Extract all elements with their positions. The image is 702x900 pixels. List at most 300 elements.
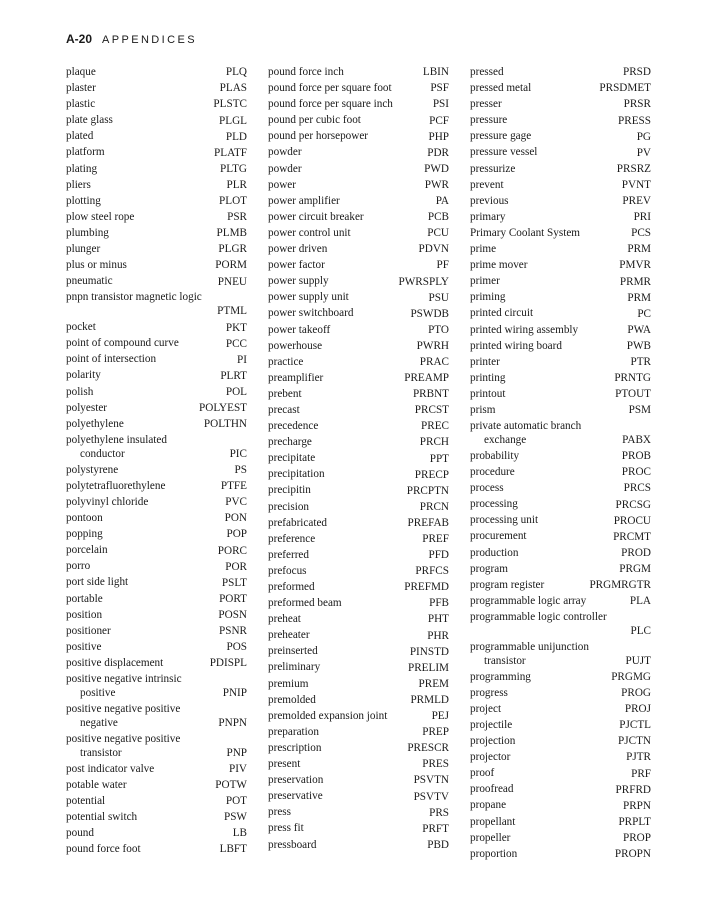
abbreviation-entry (268, 838, 449, 854)
abbreviation-entry (268, 532, 449, 548)
entry-abbreviation: PROP (623, 831, 651, 844)
entry-abbreviation: PON (224, 512, 247, 525)
entry-term: programmable unijunction transistor (470, 640, 589, 667)
entry-term: power circuit breaker (268, 210, 364, 223)
abbreviation-entry (268, 725, 449, 741)
abbreviation-entry (66, 242, 247, 258)
entry-term: prime mover (470, 259, 528, 272)
entry-abbreviation: PRF (631, 767, 651, 780)
entry-abbreviation: PDR (427, 146, 449, 159)
entry-term: polyvinyl chloride (66, 495, 149, 508)
abbreviation-entry (66, 732, 247, 762)
abbreviation-entry (470, 670, 651, 686)
abbreviation-entry (66, 810, 247, 826)
abbreviation-entry (268, 451, 449, 467)
entry-abbreviation: PNIP (222, 687, 247, 700)
abbreviation-entry (66, 463, 247, 479)
entry-term: power driven (268, 243, 328, 256)
entry-term: production (470, 546, 519, 559)
abbreviation-entry (66, 794, 247, 810)
entry-abbreviation: PRCSG (615, 498, 651, 511)
abbreviation-entry (470, 449, 651, 465)
abbreviation-entry (66, 826, 247, 842)
entry-term: pound force per square inch (268, 98, 393, 111)
entry-term: portable (66, 592, 103, 605)
entry-term: platform (66, 146, 105, 159)
entry-abbreviation: PWA (627, 323, 651, 336)
entry-term: prescription (268, 741, 322, 754)
abbreviation-entry (66, 842, 247, 858)
entry-abbreviation: PLGL (219, 114, 247, 127)
abbreviation-entry (470, 210, 651, 226)
abbreviation-entry (268, 419, 449, 435)
abbreviation-entry (268, 371, 449, 387)
abbreviation-entry (470, 481, 651, 497)
entry-abbreviation: PPT (429, 452, 449, 465)
abbreviation-entry (66, 479, 247, 495)
abbreviation-entry (470, 640, 651, 670)
entry-term: previous (470, 194, 509, 207)
abbreviation-entry (470, 513, 651, 529)
entry-abbreviation: PSNR (219, 624, 247, 637)
abbreviation-entry (470, 129, 651, 145)
entry-abbreviation: PCC (225, 337, 247, 350)
abbreviation-entry (268, 403, 449, 419)
entry-term: pressure gage (470, 130, 532, 143)
entry-term: pliers (66, 178, 91, 191)
abbreviation-entry (470, 97, 651, 113)
entry-abbreviation: PREP (422, 726, 449, 739)
abbreviation-column-3 (470, 65, 651, 863)
abbreviation-entry (66, 608, 247, 624)
entry-abbreviation: PORC (217, 544, 247, 557)
abbreviation-entry (470, 734, 651, 750)
abbreviation-entry (268, 741, 449, 757)
entry-term: preamplifier (268, 371, 324, 384)
entry-term: printed wiring board (470, 339, 562, 352)
abbreviation-entry (268, 548, 449, 564)
abbreviation-entry (66, 352, 247, 368)
entry-abbreviation: PREFMD (404, 581, 449, 594)
entry-term: positive negative intrinsic positive (66, 672, 182, 699)
entry-term: positioner (66, 624, 111, 637)
abbreviation-entry (66, 559, 247, 575)
entry-term: presser (470, 98, 502, 111)
entry-term: plunger (66, 243, 101, 256)
entry-term: polarity (66, 369, 101, 382)
entry-term: projectile (470, 718, 513, 731)
entry-term: primer (470, 275, 500, 288)
entry-abbreviation: PDVN (418, 243, 449, 256)
entry-abbreviation: PBD (427, 838, 449, 851)
entry-abbreviation: PLAS (219, 82, 247, 95)
entry-abbreviation: PJCTN (618, 735, 651, 748)
entry-term: polish (66, 385, 94, 398)
entry-term: programming (470, 670, 531, 683)
entry-term: power switchboard (268, 307, 354, 320)
abbreviation-entry (66, 624, 247, 640)
entry-abbreviation: PNP (226, 746, 247, 759)
entry-abbreviation: PLQ (225, 66, 247, 79)
entry-abbreviation: PWD (424, 162, 449, 175)
abbreviation-entry (470, 847, 651, 863)
abbreviation-entry (470, 387, 651, 403)
abbreviation-entry (268, 660, 449, 676)
entry-abbreviation: PRM (627, 243, 651, 256)
entry-term: positive negative positive negative (66, 702, 181, 729)
entry-abbreviation: PIV (228, 762, 247, 775)
entry-abbreviation: PSR (227, 211, 247, 224)
entry-abbreviation: PROC (621, 466, 651, 479)
entry-abbreviation: PROJ (624, 703, 651, 716)
abbreviation-entry (268, 516, 449, 532)
entry-term: present (268, 758, 301, 771)
entry-term: pound force foot (66, 843, 141, 856)
entry-abbreviation: PROG (621, 687, 651, 700)
entry-abbreviation: POSN (218, 608, 247, 621)
entry-term: printer (470, 355, 500, 368)
entry-term: positive (66, 640, 102, 653)
entry-term: procedure (470, 466, 515, 479)
abbreviation-entry (268, 210, 449, 226)
abbreviation-entry (66, 417, 247, 433)
entry-term: point of intersection (66, 353, 157, 366)
abbreviation-entry (268, 467, 449, 483)
entry-term: pnpn transistor magnetic logic (66, 291, 202, 304)
abbreviation-entry (470, 274, 651, 290)
entry-abbreviation: PRCST (414, 404, 449, 417)
entry-term: pressboard (268, 838, 317, 851)
entry-abbreviation: PSW (223, 811, 247, 824)
abbreviation-entry (66, 65, 247, 81)
abbreviation-entry (470, 702, 651, 718)
abbreviation-entry (66, 672, 247, 702)
entry-term: projector (470, 751, 511, 764)
entry-term: powder (268, 146, 302, 159)
entry-term: propane (470, 799, 507, 812)
abbreviation-entry (470, 465, 651, 481)
abbreviation-entry (268, 580, 449, 596)
abbreviation-entry (268, 644, 449, 660)
abbreviation-entry (66, 575, 247, 591)
entry-abbreviation: PRS (429, 806, 449, 819)
abbreviation-entry (66, 433, 247, 463)
abbreviation-entry (470, 194, 651, 210)
entry-abbreviation: PCU (427, 227, 449, 240)
entry-abbreviation: PRESCR (407, 742, 449, 755)
entry-term: prevent (470, 178, 504, 191)
entry-abbreviation: PLGR (218, 243, 247, 256)
entry-abbreviation: PRGM (619, 562, 651, 575)
entry-term: priming (470, 291, 506, 304)
entry-term: prefabricated (268, 516, 328, 529)
abbreviation-entry (470, 371, 651, 387)
abbreviation-entry (66, 702, 247, 732)
entry-term: proportion (470, 847, 518, 860)
entry-term: pocket (66, 321, 96, 334)
entry-abbreviation: PG (636, 130, 651, 143)
abbreviation-entry (470, 258, 651, 274)
entry-term: preference (268, 532, 316, 545)
abbreviation-entry (66, 290, 247, 320)
entry-abbreviation: PTML (217, 305, 247, 318)
entry-abbreviation: PSWDB (410, 307, 449, 320)
abbreviation-entry (268, 194, 449, 210)
entry-abbreviation: PCS (631, 227, 651, 240)
abbreviation-entry (470, 323, 651, 339)
entry-abbreviation: LBFT (219, 843, 247, 856)
entry-term: pound per horsepower (268, 130, 369, 143)
entry-abbreviation: PRMR (619, 275, 651, 288)
entry-abbreviation: POL (225, 385, 247, 398)
entry-abbreviation: PLMB (216, 227, 247, 240)
abbreviation-entry (470, 226, 651, 242)
entry-abbreviation: PRCH (419, 436, 449, 449)
entry-term: projection (470, 735, 516, 748)
abbreviation-entry (268, 805, 449, 821)
entry-abbreviation: PI (237, 353, 247, 366)
entry-abbreviation: PREV (622, 195, 651, 208)
page-number: A-20 (66, 32, 93, 46)
abbreviation-column-2 (268, 65, 449, 854)
entry-term: potential switch (66, 810, 138, 823)
entry-term: propeller (470, 831, 511, 844)
entry-abbreviation: PREM (418, 677, 449, 690)
entry-term: pound force inch (268, 66, 344, 78)
abbreviation-entry (470, 831, 651, 847)
entry-term: primary (470, 210, 506, 223)
entry-term: project (470, 702, 502, 715)
entry-term: post indicator valve (66, 762, 155, 775)
abbreviation-entry (470, 578, 651, 594)
entry-abbreviation: PCB (427, 211, 449, 224)
entry-abbreviation: POS (226, 641, 247, 654)
abbreviation-entry (66, 145, 247, 161)
entry-term: precipitation (268, 468, 325, 481)
entry-term: proof (470, 767, 495, 780)
entry-abbreviation: PNEU (217, 275, 247, 288)
entry-term: power amplifier (268, 194, 340, 207)
abbreviation-entry (268, 129, 449, 145)
entry-term: premolded (268, 693, 316, 706)
abbreviation-entry (66, 129, 247, 145)
entry-term: plated (66, 130, 94, 143)
entry-term: power supply unit (268, 291, 349, 304)
entry-term: polyester (66, 401, 108, 414)
abbreviation-entry (66, 762, 247, 778)
entry-term: prebent (268, 387, 302, 400)
entry-term: Primary Coolant System (470, 226, 581, 239)
entry-abbreviation: PRSR (623, 98, 651, 111)
entry-abbreviation: PRSDMET (599, 82, 651, 95)
entry-term: private automatic branch exchange (470, 420, 582, 446)
abbreviation-entry (470, 162, 651, 178)
abbreviation-entry (66, 592, 247, 608)
entry-term: pressurize (470, 162, 516, 175)
abbreviation-entry (470, 718, 651, 734)
entry-term: potential (66, 794, 106, 807)
entry-term: power control unit (268, 226, 351, 239)
entry-term: point of compound curve (66, 337, 179, 350)
abbreviation-entry (268, 628, 449, 644)
abbreviation-entry (268, 178, 449, 194)
abbreviation-entry (268, 435, 449, 451)
entry-abbreviation: PRM (627, 291, 651, 304)
entry-abbreviation: PROD (621, 546, 651, 559)
abbreviation-entry (268, 65, 449, 81)
entry-abbreviation: PRSRZ (616, 162, 651, 175)
entry-term: preinserted (268, 645, 318, 658)
entry-term: polytetrafluorethylene (66, 479, 166, 492)
entry-abbreviation: LBIN (422, 66, 449, 79)
abbreviation-entry (268, 612, 449, 628)
abbreviation-entry (470, 594, 651, 610)
abbreviation-entry (268, 757, 449, 773)
entry-term: plumbing (66, 226, 109, 239)
entry-abbreviation: PRSD (623, 66, 651, 79)
abbreviation-entry (268, 274, 449, 290)
abbreviation-entry (66, 226, 247, 242)
entry-term: preheater (268, 629, 310, 642)
abbreviation-entry (470, 766, 651, 782)
entry-term: preparation (268, 725, 319, 738)
entry-term: programmable logic controller (470, 610, 607, 623)
abbreviation-entry (66, 194, 247, 210)
entry-abbreviation: PRNTG (614, 372, 651, 385)
entry-term: pound per cubic foot (268, 114, 361, 127)
entry-term: press fit (268, 822, 304, 835)
abbreviation-entry (66, 401, 247, 417)
abbreviation-entry (470, 81, 651, 97)
abbreviation-entry (66, 320, 247, 336)
abbreviation-entry (268, 97, 449, 113)
entry-abbreviation: PWB (626, 339, 651, 352)
entry-term: position (66, 608, 103, 621)
entry-abbreviation: PABX (622, 434, 651, 447)
abbreviation-entry (66, 511, 247, 527)
entry-term: printout (470, 387, 506, 400)
abbreviation-entry (66, 162, 247, 178)
abbreviation-entry (66, 274, 247, 290)
entry-term: preheat (268, 613, 301, 626)
entry-abbreviation: PUJT (625, 654, 651, 667)
entry-abbreviation: PF (436, 259, 449, 272)
abbreviation-entry (470, 546, 651, 562)
entry-abbreviation: PTFE (220, 480, 247, 493)
entry-term: preferred (268, 548, 309, 561)
abbreviation-entry (470, 529, 651, 545)
abbreviation-entry (470, 178, 651, 194)
abbreviation-entry (470, 113, 651, 129)
abbreviation-entry (268, 323, 449, 339)
entry-term: preservative (268, 790, 323, 803)
entry-term: printing (470, 371, 506, 384)
entry-abbreviation: PREC (421, 420, 449, 433)
entry-abbreviation: PRESS (618, 114, 651, 127)
abbreviation-entry (268, 226, 449, 242)
abbreviation-entry (268, 242, 449, 258)
entry-abbreviation: PFD (428, 549, 449, 562)
entry-abbreviation: PNPN (218, 716, 247, 729)
entry-abbreviation: PVNT (621, 178, 651, 191)
entry-abbreviation: PHT (427, 613, 449, 626)
abbreviation-entry (470, 686, 651, 702)
abbreviation-entry (268, 355, 449, 371)
entry-term: programmable logic array (470, 594, 587, 607)
entry-term: precision (268, 500, 310, 513)
entry-abbreviation: PRCN (419, 500, 449, 513)
abbreviation-entry (268, 162, 449, 178)
entry-abbreviation: PHR (427, 629, 449, 642)
abbreviation-entry (470, 403, 651, 419)
entry-term: power supply (268, 275, 329, 288)
entry-abbreviation: PFB (429, 597, 449, 610)
entry-abbreviation: PLRT (220, 369, 247, 382)
entry-abbreviation: PRES (422, 758, 449, 771)
abbreviation-entry (66, 258, 247, 274)
abbreviation-entry (268, 145, 449, 161)
entry-term: plaster (66, 82, 96, 95)
entry-abbreviation: PTOUT (615, 388, 651, 401)
entry-term: precharge (268, 436, 312, 449)
entry-term: pressure (470, 114, 508, 127)
abbreviation-entry (470, 65, 651, 81)
entry-term: prism (470, 403, 496, 416)
entry-abbreviation: PV (636, 146, 651, 159)
abbreviation-entry (268, 564, 449, 580)
entry-abbreviation: PLA (629, 595, 651, 608)
abbreviation-entry (268, 596, 449, 612)
entry-term: process (470, 482, 504, 495)
entry-term: potable water (66, 778, 127, 791)
abbreviation-entry (268, 789, 449, 805)
entry-term: press (268, 806, 291, 819)
entry-term: plow steel rope (66, 210, 135, 223)
abbreviation-entry (66, 368, 247, 384)
entry-term: plus or minus (66, 259, 127, 272)
abbreviation-entry (268, 483, 449, 499)
entry-abbreviation: PTO (428, 323, 449, 336)
entry-term: processing unit (470, 514, 539, 527)
abbreviation-entry (470, 610, 651, 640)
entry-abbreviation: PSU (428, 291, 449, 304)
entry-term: processing (470, 498, 518, 511)
entry-term: pound force per square foot (268, 82, 392, 95)
entry-abbreviation: PTR (630, 355, 651, 368)
entry-term: port side light (66, 576, 129, 589)
entry-abbreviation: PVC (225, 496, 247, 509)
entry-abbreviation: PRMLD (410, 693, 449, 706)
entry-term: precedence (268, 420, 319, 433)
entry-abbreviation: PRGMG (611, 670, 651, 683)
entry-abbreviation: PREFAB (407, 516, 449, 529)
abbreviation-entry (66, 178, 247, 194)
entry-abbreviation: PROCU (613, 514, 651, 527)
entry-abbreviation: PDISPL (209, 657, 247, 670)
entry-term: polystyrene (66, 463, 119, 476)
entry-abbreviation: PREAMP (404, 372, 449, 385)
abbreviation-entry (66, 81, 247, 97)
entry-abbreviation: PLOT (219, 195, 247, 208)
abbreviation-entry (268, 81, 449, 97)
entry-abbreviation: PLD (225, 130, 247, 143)
page-header (66, 31, 197, 47)
abbreviation-entry (268, 693, 449, 709)
entry-abbreviation: PRBNT (412, 388, 449, 401)
entry-abbreviation: PRPN (623, 799, 651, 812)
entry-abbreviation: PJCTL (619, 719, 651, 732)
entry-abbreviation: PMVR (619, 259, 651, 272)
